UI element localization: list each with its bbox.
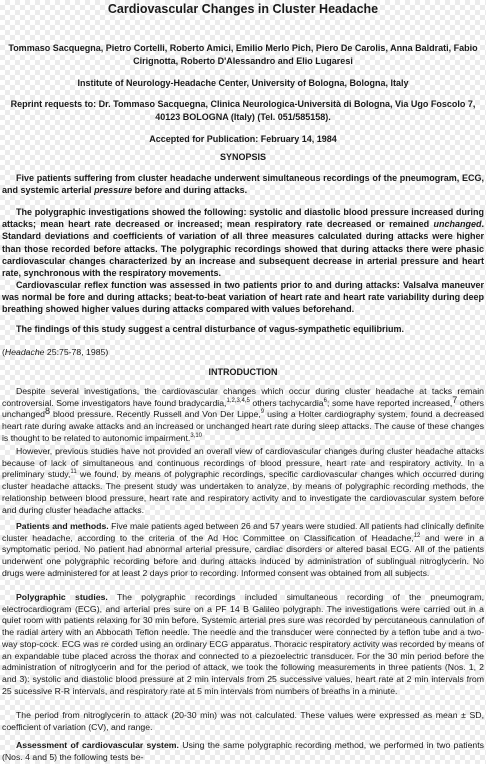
methods-text: Using the same polygraphic recording method, we performed in two patients (Nos. 4 and 5) the following tests be- [2, 740, 484, 762]
synopsis-heading: SYNOPSIS [219, 152, 266, 162]
intro-text: using a Holter cardiography system, found a decreased heart rate during awake attacks and an increased or unchanged heart rate during sleep attacks. The cause of these changes is thought to be related to autonomic impairment. [2, 409, 484, 443]
methods-text: and were in a symptomatic period. No patient had abnormal arterial pressure, cardiac disorders or altered basal ECG. All of the patients underwent one polygraphic recording before and during attacks induced by administration of sublingual nitroglycerin. No drugs were administered for at least 2 days prior to recording. Informed consent was obtained from all subjects. [2, 532, 484, 578]
citation-ref: 9 [260, 409, 265, 416]
citation-ref: 1,2,3,4,5 [226, 397, 250, 404]
synopsis-text: The polygraphic investigations showed the following: systolic and diastolic blood pressure increased during attacks; mean heart rate decreased or increased; mean respiratory rate decreased or remained [2, 207, 484, 230]
methods-paragraph-polygraphic [2, 592, 484, 697]
accepted-date: Accepted for Publication: February 14, 1984 [149, 134, 337, 144]
synopsis-text: . Standard deviations and coefficients of variation of all three measures calculated during attacks were higher than those recorded before attacks. The polygraphic recordings showed that during attacks there were phasic cardiovascular changes characterized by an increase and subsequent decrease in arterial pressure and heart rate, synchronous with the respiratory movements. [2, 219, 484, 279]
methods-paragraph-assessment [2, 740, 484, 763]
synopsis-text: Five patients suffering from cluster headache underwent simultaneous recordings of the pneumogram, ECG, and systemic arterial [2, 173, 484, 196]
synopsis-italic: pressure [94, 185, 133, 196]
introduction-heading: INTRODUCTION [208, 367, 278, 377]
methods-text: Five male patients aged between 26 and 57 years were studied. All patients had clinically definite cluster headache, according to the criteria of the Ad Hoc Committee on Classification of Headache, [2, 521, 484, 543]
section-run-in-heading: Polygraphic studies. [16, 592, 108, 602]
introduction-paragraph-2 [2, 446, 484, 516]
methods-text: The polygraphic recordings included simultaneous recording of the pneumogram, electrocardiogram (ECG), and arterial pres sure on a PF 14 B Galileo polygraph. The investigations were carried out in a quiet room with patients relaxing for 30 min before. Systemic arterial pres sure was recorded by percutaneous cannulation of the radial artery with an Abbocath Teflon needle. The needle and the transducer were connected by a teflon tube and a two-way stop-cock. ECG was re corded using an ordinary ECG apparatus. Thoracic respiratory activity was recorded by means of an expandable tube placed across the thorax and connected to a piezoelectric transducer. For the 30 min period before the administration of nitroglycerin and for the period of attack, we took the following measurements in three patients (Nos. 1, 2 and 3): systolic and diastolic blood pressure at 2 min intervals from 25 successive values, heart rate at 2 min intervals from 25 sucessive R-R intervals, and respiratory rate at 5 min intervals from numbers of breaths in a minute. [2, 592, 485, 696]
intro-text: However, previous studies have not provided an overall view of cardiovascular changes during cluster headache attacks because of lack of simultaneous and continuous recordings of blood pressure, heart rate and respiratory activity. In a preliminary study, [2, 446, 484, 480]
intro-text: others tachycardia [249, 397, 324, 408]
citation-text: 25:75-78, 1985) [44, 347, 109, 357]
section-run-in-heading: Assessment of cardiovascular system. [16, 740, 179, 750]
citation-text: ( [2, 347, 5, 357]
methods-paragraph-patients [2, 521, 484, 580]
synopsis-paragraph-4: The findings of this study suggest a central disturbance of vagus-sympathetic equilibrium. [16, 324, 405, 334]
synopsis-paragraph-1 [2, 172, 484, 196]
citation-ref: 7 [452, 394, 458, 405]
paper-title: Cardiovascular Changes in Cluster Headache [107, 2, 379, 16]
citation-ref: 12 [413, 532, 421, 539]
citation-ref: 11 [70, 469, 77, 476]
intro-text: ; some have reported increased, [326, 397, 453, 408]
authors: Tommaso Sacquegna, Pietro Cortelli, Roberto Amici, Emilio Merlo Pich, Piero De Carolis, Anna Baldrati, Fabio Cirignotta, Roberto D'Alessandro and Elio Lugaresi [8, 43, 478, 67]
citation-ref: 6 [323, 397, 327, 404]
section-run-in-heading: Patients and methods. [16, 521, 109, 531]
synopsis-text: before and during attacks. [132, 185, 248, 196]
intro-text: others unchanged [2, 397, 485, 420]
citation [2, 346, 484, 359]
introduction-paragraph-1 [2, 386, 484, 445]
intro-text: we found, by means of polygraphic recordings, specific cardiovascular changes which occurred during cluster headache attacks. The present study was undertaken to analyze, by means of polygraphic recording methods, the relationship between blood pressure, heart rate and respiratory activity and to investigate the cardiovascular system before and during cluster headache attacks. [2, 469, 484, 515]
intro-text: Despite several investigations, the cardiovascular changes which occur during cluster headache at tacks remain controversial. Some investigators have found bradycardia, [2, 386, 484, 408]
affiliation: Institute of Neurology-Headache Center, University of Bologna, Bologna, Italy [77, 78, 409, 88]
citation-ref: 3,10 [190, 432, 203, 439]
methods-paragraph-period: The period from nitroglycerin to attack (20-30 min) was not calculated. These values were expressed as mean ± SD, coefficient of variation (CV), and range. [2, 710, 484, 732]
synopsis-paragraph-2 [2, 206, 484, 279]
synopsis-paragraph-3: Cardiovascular reflex function was assessed in two patients prior to and during attacks: Valsalva maneuver was normal be fore and during attacks; beat-to-beat variation of heart rate and heart rate variability during deep breathing showed higher values during attacks compared with values beforehand. [2, 280, 484, 315]
synopsis-italic: unchanged [433, 219, 482, 230]
reprint-request: Reprint requests to: Dr. Tommaso Sacquegna, Clinica Neurologica-Università di Bologna, Via Ugo Foscolo 7, 40123 BOLOGNA (Italy) (Tel. 051/585158). [10, 99, 476, 122]
intro-text: blood pressure. Recently Russell and Von Der Lippe, [50, 409, 261, 420]
citation-journal: Headache [4, 347, 45, 357]
citation-ref: 8 [45, 406, 51, 417]
